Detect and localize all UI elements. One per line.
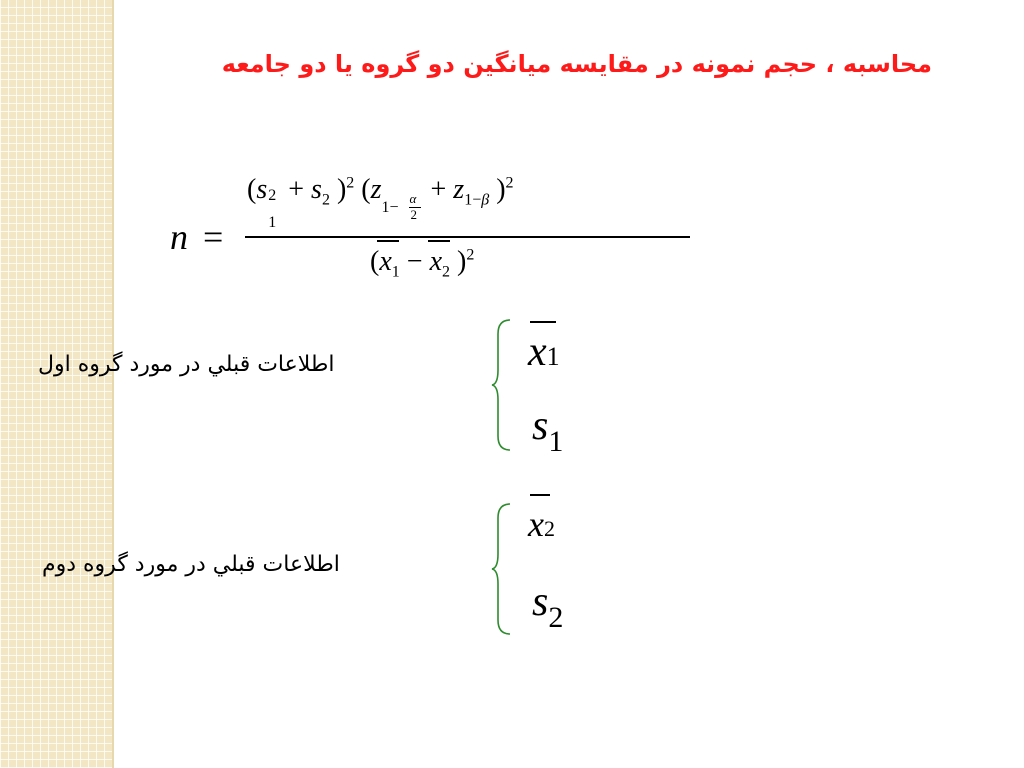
group2-mean-bar [530,494,550,496]
group2-label: اطلاعات قبلي در مورد گروه دوم [42,552,340,577]
formula-equals: = [203,217,224,257]
formula-numerator: (s 2 1 + $s_2$ )$^2$ (z 1− α 2 + $z_{1-\beta}$ )$^2$ [247,174,514,231]
sidebar-edge [112,0,114,768]
group2-brace [490,502,514,636]
group2-mean: x2 [528,504,555,544]
fraction-bar [245,236,690,238]
group2-sd: $s_2$ [532,579,564,634]
formula-denominator: ( $x_1$ − $x_2$ )$^2$ [370,246,474,278]
sample-size-formula [165,168,705,293]
group1-label: اطلاعات قبلي در مورد گروه اول [38,352,335,377]
group1-mean-bar [530,321,556,323]
decorative-sidebar [0,0,114,768]
formula-lhs: n [170,217,188,257]
slide-title: محاسبه ، حجم نمونه در مقايسه ميانگين دو گروه يا دو جامعه [221,50,932,78]
group1-sd: $s_1$ [532,403,564,458]
group1-mean: x1 [528,329,560,375]
group1-brace [490,318,514,452]
